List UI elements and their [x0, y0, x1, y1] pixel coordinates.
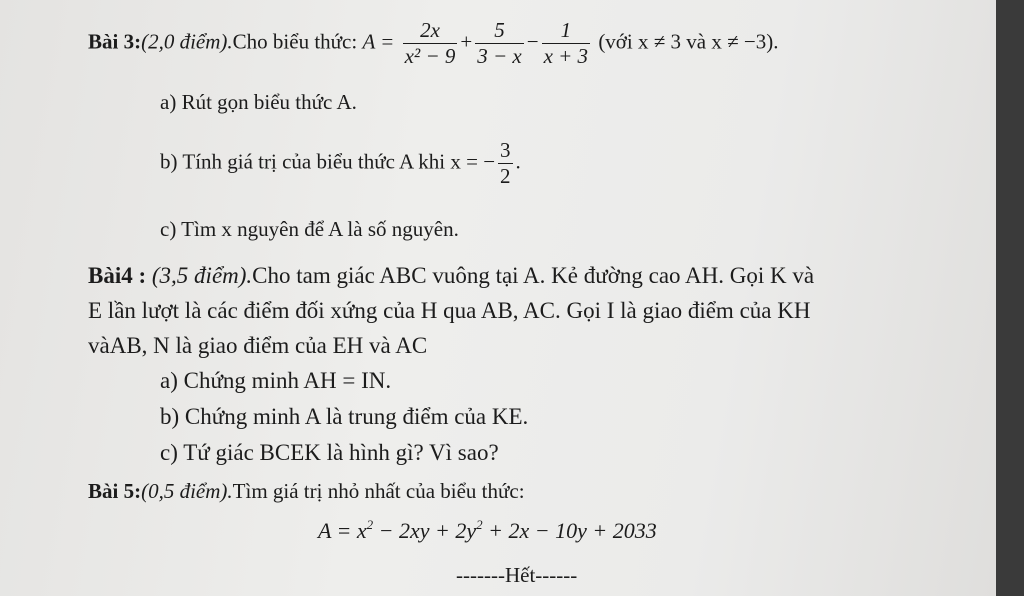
bai3-title: Bài 3:	[88, 29, 142, 54]
bai4-points: (3,5 điểm).	[151, 263, 253, 288]
bai4-part-a: a) Chứng minh AH = IN.	[160, 368, 392, 393]
bai3-part-a: a) Rút gọn biểu thức A.	[160, 90, 357, 114]
bai3-header	[88, 20, 778, 67]
bai3-part-c: c) Tìm x nguyên để A là số nguyên.	[160, 217, 459, 241]
condition: (với x ≠ 3 và x ≠ −3).	[598, 29, 779, 54]
bai4-title: Bài4 :	[88, 263, 152, 288]
bai3-prompt: Cho biểu thức:	[232, 29, 363, 54]
expr-lhs: A =	[362, 29, 395, 54]
bai5-line: Bài 5:(0,5 điểm).Tìm giá trị nhỏ nhất của biểu thức:	[88, 479, 525, 503]
footer-end: -------Hết------	[456, 563, 578, 587]
bai4-part-b: b) Chứng minh A là trung điểm của KE.	[160, 404, 529, 429]
bai3-part-b: b) Tính giá trị của biểu thức A khi x = − $\frac{3}{2}$ .	[160, 138, 521, 188]
bai5-formula: $A = x^2 - 2xy + 2y^2 + 2x - 10y + 2033$	[318, 517, 657, 543]
bai4-part-c: c) Tứ giác BCEK là hình gì? Vì sao?	[160, 440, 499, 465]
bai3-points: (2,0 điểm).	[141, 29, 233, 54]
bai5-title: Bài 5:	[88, 479, 142, 503]
fraction-3: $\frac{1}{x + 3}$	[543, 18, 589, 68]
fraction-2: $\frac{5}{3 - x}$	[477, 18, 522, 68]
fraction-3-2: $\frac{3}{2}$	[500, 138, 511, 188]
op-minus: −	[526, 29, 539, 54]
background-edge	[996, 0, 1024, 596]
op-plus: +	[460, 29, 473, 54]
bai5-points: (0,5 điểm).	[141, 479, 233, 503]
bai4-line3: vàAB, N là giao điểm của EH và AC	[88, 333, 428, 358]
bai4-line1: Bài4 : (3,5 điểm).Cho tam giác ABC vuông tại A. Kẻ đường cao AH. Gọi K và	[88, 263, 815, 288]
fraction-1: $\frac{2x}{\text{x² − 9}}$	[404, 18, 456, 68]
bai4-line2: E lần lượt là các điểm đối xứng của H qua AB, AC. Gọi I là giao điểm của KH	[88, 298, 811, 323]
